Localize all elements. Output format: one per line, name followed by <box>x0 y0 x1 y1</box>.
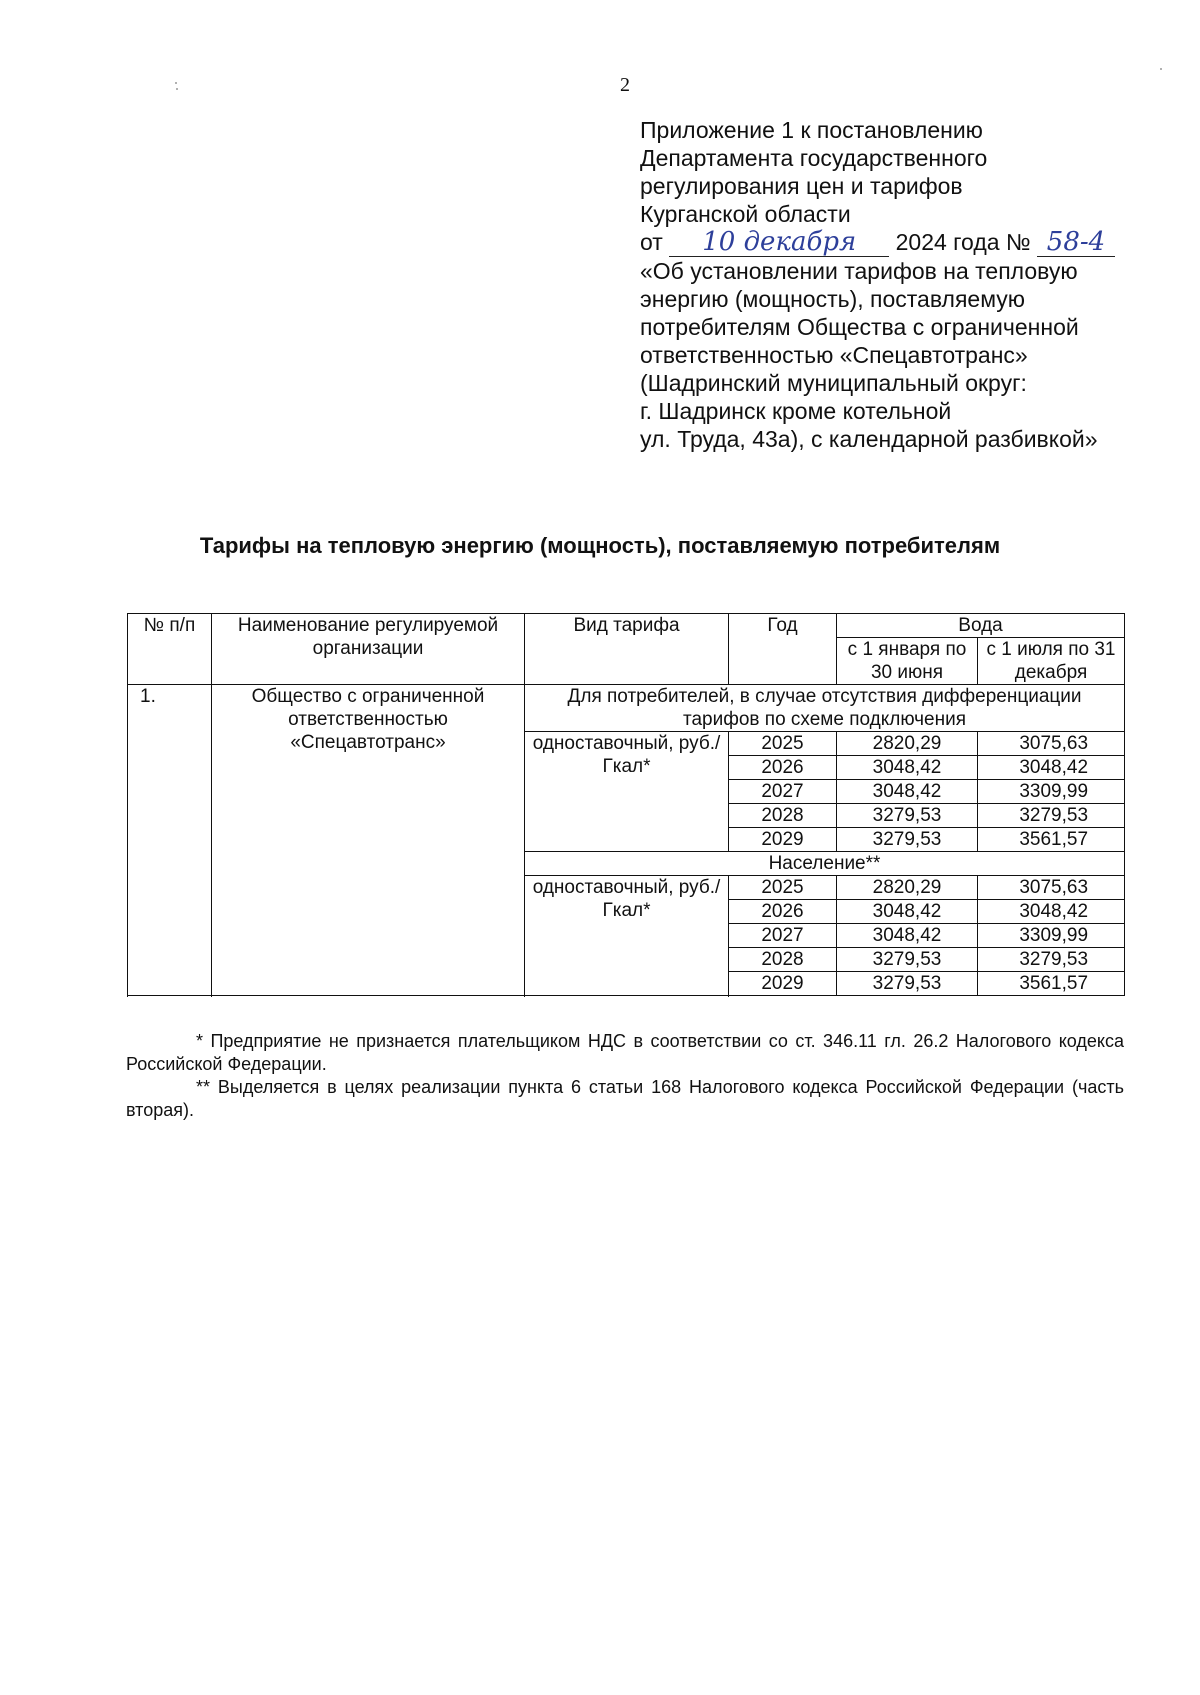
appendix-subject-line: ответственностью «Спецавтотранс» <box>640 342 1028 368</box>
row-number: 1. <box>128 685 212 996</box>
handwritten-number: 58-4 <box>1037 228 1115 257</box>
price-second-half-cell: 3309,99 <box>978 924 1125 948</box>
price-first-half-cell: 3279,53 <box>837 828 978 852</box>
year-cell: 2025 <box>729 732 837 756</box>
appendix-line: Департамента государственного <box>640 145 988 171</box>
year-cell: 2027 <box>729 780 837 804</box>
price-second-half-cell: 3279,53 <box>978 804 1125 828</box>
footnote-population: ** Выделяется в целях реализации пункта 6 статьи 168 Налогового кодекса Российской Федерации (часть вторая). <box>126 1077 1124 1120</box>
year-cell: 2026 <box>729 900 837 924</box>
price-first-half-cell: 3279,53 <box>837 972 978 996</box>
page-number: 2 <box>620 74 630 96</box>
tariff-type-cell: одноставочный, руб./Гкал* <box>525 732 729 852</box>
appendix-date-line <box>640 228 1160 257</box>
appendix-subject-line: г. Шадринск кроме котельной <box>640 398 952 424</box>
section-label: Население** <box>525 852 1125 876</box>
price-first-half-cell: 3048,42 <box>837 780 978 804</box>
header-number: № п/п <box>128 614 212 685</box>
org-name-cell: Общество с ограниченной ответственностью «Спецавтотранс» <box>212 685 525 996</box>
tariff-type-cell: одноставочный, руб./Гкал* <box>525 876 729 996</box>
price-first-half-cell: 3279,53 <box>837 948 978 972</box>
header-period-1: с 1 января по 30 июня <box>837 638 978 685</box>
appendix-subject-line: (Шадринский муниципальный округ: <box>640 370 1027 396</box>
price-second-half-cell: 3075,63 <box>978 876 1125 900</box>
scan-speck <box>176 88 178 90</box>
appendix-subject-line: энергию (мощность), поставляемую <box>640 286 1026 312</box>
document-title: Тарифы на тепловую энергию (мощность), поставляемую потребителям <box>199 533 1001 558</box>
price-first-half-cell: 3279,53 <box>837 804 978 828</box>
scan-speck <box>175 82 177 84</box>
footnotes <box>126 1030 1124 1122</box>
year-cell: 2029 <box>729 972 837 996</box>
year-cell: 2026 <box>729 756 837 780</box>
price-second-half-cell: 3048,42 <box>978 756 1125 780</box>
price-second-half-cell: 3561,57 <box>978 828 1125 852</box>
header-org-name: Наименование регулируемой организации <box>212 614 525 685</box>
price-first-half-cell: 3048,42 <box>837 756 978 780</box>
price-second-half-cell: 3309,99 <box>978 780 1125 804</box>
tariff-table <box>127 613 1125 996</box>
year-cell: 2025 <box>729 876 837 900</box>
appendix-header <box>640 116 1160 453</box>
handwritten-date: 10 декабря <box>669 228 889 257</box>
appendix-line: Курганской области <box>640 201 851 227</box>
appendix-subject-line: «Об установлении тарифов на тепловую <box>640 258 1078 284</box>
appendix-subject-line: потребителям Общества с ограниченной <box>640 314 1079 340</box>
price-first-half-cell: 2820,29 <box>837 732 978 756</box>
appendix-line: регулирования цен и тарифов <box>640 173 963 199</box>
year-cell: 2028 <box>729 804 837 828</box>
scan-speck <box>1160 68 1162 70</box>
appendix-subject-line: ул. Труда, 43а), с календарной разбивкой» <box>640 426 1098 452</box>
appendix-line: Приложение 1 к постановлению <box>640 117 983 143</box>
price-first-half-cell: 3048,42 <box>837 924 978 948</box>
year-cell: 2028 <box>729 948 837 972</box>
header-period-2: с 1 июля по 31 декабря <box>978 638 1125 685</box>
header-year: Год <box>729 614 837 685</box>
header-tariff-type: Вид тарифа <box>525 614 729 685</box>
price-second-half-cell: 3279,53 <box>978 948 1125 972</box>
header-water: Вода <box>837 614 1125 638</box>
price-second-half-cell: 3075,63 <box>978 732 1125 756</box>
year-cell: 2029 <box>729 828 837 852</box>
price-first-half-cell: 2820,29 <box>837 876 978 900</box>
footnote-vat: * Предприятие не признается плательщиком НДС в соответствии со ст. 346.11 гл. 26.2 Налогового кодекса Российской Федерации. <box>126 1031 1124 1074</box>
year-cell: 2027 <box>729 924 837 948</box>
section-label: Для потребителей, в случае отсутствия дифференциации тарифов по схеме подключения <box>525 685 1125 732</box>
price-first-half-cell: 3048,42 <box>837 900 978 924</box>
price-second-half-cell: 3048,42 <box>978 900 1125 924</box>
year-text: 2024 года № <box>895 229 1031 255</box>
date-prefix: от <box>640 229 663 255</box>
price-second-half-cell: 3561,57 <box>978 972 1125 996</box>
